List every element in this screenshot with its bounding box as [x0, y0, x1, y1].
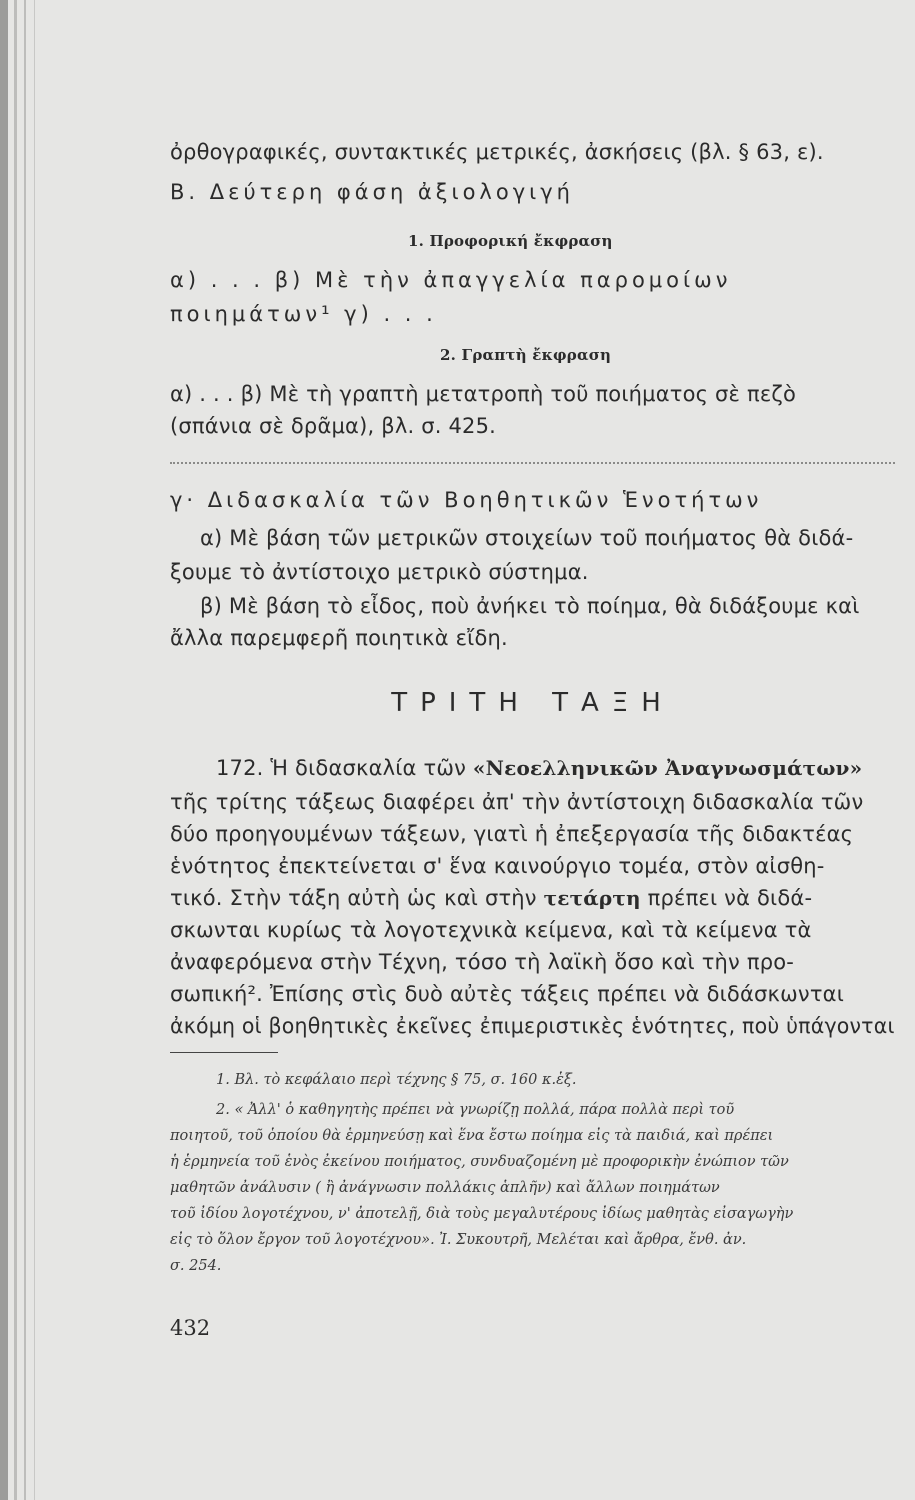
- footnote-rule: [170, 1052, 278, 1053]
- text-line: (σπάνια σὲ δρᾶμα), βλ. σ. 425.: [170, 414, 497, 438]
- subsection-c-title: γ· Διδασκαλία τῶν Βοηθητικῶν Ἑνοτήτων: [170, 488, 763, 512]
- subsection-b-title: Β. Δεύτερη φάση ἀξιολογιγή: [170, 180, 574, 204]
- heading-oral-expression: 1. Προφορική ἔκφραση: [408, 232, 613, 250]
- bold-word: τετάρτη: [543, 886, 641, 910]
- page-edge-line: [14, 0, 17, 1500]
- page-edge-shadow: [0, 0, 8, 1500]
- paragraph-text: τικό. Στὴν τάξη αὐτὴ ὡς καὶ στὴν: [170, 886, 544, 910]
- footnote-line: τοῦ ἰδίου λογοτέχνου, ν' ἀποτελῇ, διὰ τοὺς μεγαλυτέρους ἰδίως μαθητὰς εἰσαγωγὴν: [170, 1206, 794, 1222]
- heading-written-expression: 2. Γραπτὴ ἔκφραση: [440, 346, 612, 364]
- paragraph-line: δύο προηγουμένων τάξεων, γιατὶ ἡ ἐπεξεργασία τῆς διδακτέας: [170, 822, 854, 846]
- text-line: ὀρθογραφικές, συντακτικές μετρικές, ἀσκήσεις (βλ. § 63, ε).: [170, 140, 824, 164]
- paragraph-start: 172. Ἡ διδασκαλία τῶν: [216, 756, 473, 780]
- text-line: ἄλλα παρεμφερῆ ποιητικὰ εἴδη.: [170, 626, 508, 650]
- paragraph-line: [170, 886, 812, 910]
- paragraph-line: ἑνότητος ἐπεκτείνεται σ' ἕνα καινούργιο τομέα, στὸν αἰσθη-: [170, 854, 825, 878]
- paragraph-line: τῆς τρίτης τάξεως διαφέρει ἀπ' τὴν ἀντίστοιχη διδασκαλία τῶν: [170, 790, 864, 814]
- text-line: ποιημάτων¹ γ) . . .: [170, 302, 437, 326]
- footnote-2: 2. « Ἀλλ' ὁ καθηγητὴς πρέπει νὰ γνωρίζῃ πολλά, πάρα πολλὰ περὶ τοῦ: [216, 1102, 735, 1118]
- bold-title: «Νεοελληνικῶν Ἀναγνωσμάτων»: [472, 756, 863, 780]
- page-number: 432: [170, 1316, 211, 1340]
- text-line: α) . . . β) Μὲ τὴ γραπτὴ μετατροπὴ τοῦ ποιήματος σὲ πεζὸ: [170, 382, 797, 406]
- section-title: ΤΡΙΤΗ ΤΑΞΗ: [391, 688, 674, 718]
- page-edge-line: [24, 0, 26, 1500]
- text-line: α) Μὲ βάση τῶν μετρικῶν στοιχείων τοῦ ποιήματος θὰ διδά-: [200, 526, 854, 550]
- paragraph-line: ἀναφερόμενα στὴν Τέχνη, τόσο τὴ λαϊκὴ ὅσο καὶ τὴν προ-: [170, 950, 795, 974]
- paragraph-text: πρέπει νὰ διδά-: [640, 886, 813, 910]
- footnote-line: ἡ ἑρμηνεία τοῦ ἑνὸς ἐκείνου ποιήματος, συνδυαζομένη μὲ προφορικὴν ἐνώπιον τῶν: [170, 1154, 789, 1170]
- text-line: α) . . . β) Μὲ τὴν ἀπαγγελία παρομοίων: [170, 268, 732, 292]
- paragraph-line: [216, 756, 862, 780]
- text-line: β) Μὲ βάση τὸ εἶδος, ποὺ ἀνήκει τὸ ποίημα, θὰ διδάξουμε καὶ: [200, 594, 860, 618]
- dotted-separator: [170, 462, 895, 466]
- footnote-line: σ. 254.: [170, 1258, 222, 1274]
- paragraph-line: σωπική². Ἐπίσης στὶς δυὸ αὐτὲς τάξεις πρέπει νὰ διδάσκωνται: [170, 982, 845, 1006]
- footnote-line: εἰς τὸ ὅλον ἔργον τοῦ λογοτέχνου». Ἰ. Συκουτρῆ, Μελέται καὶ ἄρθρα, ἔνθ. ἀν.: [170, 1232, 747, 1248]
- page-edge-line: [34, 0, 35, 1500]
- footnote-line: μαθητῶν ἀνάλυσιν ( ἢ ἀνάγνωσιν πολλάκις ἁπλῆν) καὶ ἄλλων ποιημάτων: [170, 1180, 720, 1196]
- footnote-1: 1. Βλ. τὸ κεφάλαιο περὶ τέχνης § 75, σ. 160 κ.ἑξ.: [216, 1072, 577, 1088]
- paragraph-line: ἀκόμη οἱ βοηθητικὲς ἐκεῖνες ἐπιμεριστικὲς ἑνότητες, ποὺ ὑπάγονται: [170, 1014, 895, 1038]
- footnote-line: ποιητοῦ, τοῦ ὁποίου θὰ ἑρμηνεύσῃ καὶ ἕνα ἔστω ποίημα εἰς τὰ παιδιά, καὶ πρέπει: [170, 1128, 774, 1144]
- paragraph-line: σκωνται κυρίως τὰ λογοτεχνικὰ κείμενα, καὶ τὰ κείμενα τὰ: [170, 918, 812, 942]
- text-line: ξουμε τὸ ἀντίστοιχο μετρικὸ σύστημα.: [170, 560, 589, 584]
